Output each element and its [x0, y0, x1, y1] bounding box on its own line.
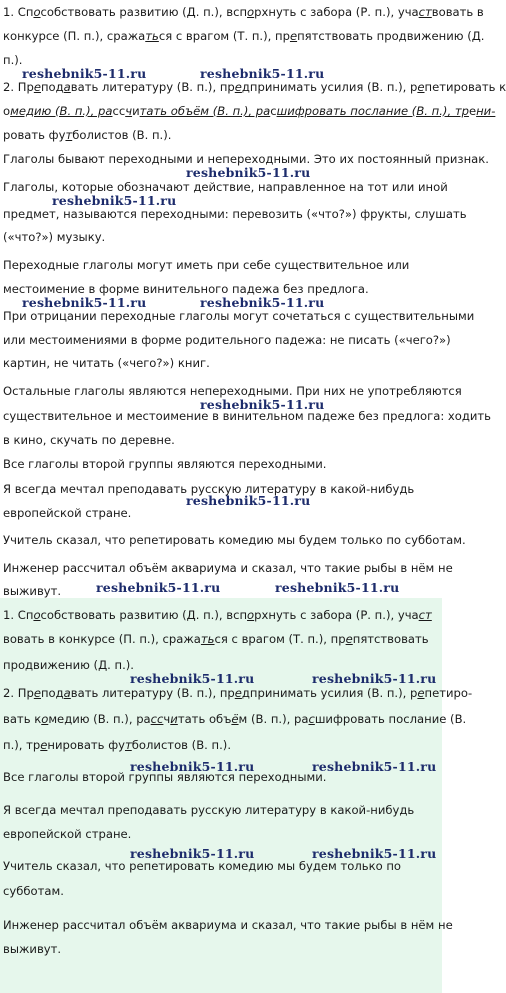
text-segment: ч	[163, 712, 171, 726]
text-line: выживут.	[3, 942, 62, 956]
watermark: reshebnik5-11.ru	[312, 759, 437, 774]
highlighted-letters: о	[33, 608, 41, 622]
highlighted-letters: тать объём (В. п.), ра	[139, 104, 271, 118]
highlighted-letters: т	[124, 738, 132, 752]
text-segment: вовать в	[431, 5, 484, 19]
text-segment: вать к	[3, 712, 42, 726]
text-segment: дпринимать усилия (В. п.), р	[241, 686, 418, 700]
highlighted-letters: ч	[125, 104, 133, 118]
text-segment: под	[40, 686, 64, 700]
text-segment: ровать фу	[3, 128, 66, 142]
text-segment: тать объ	[177, 712, 232, 726]
watermark: reshebnik5-11.ru	[186, 165, 311, 180]
watermark: reshebnik5-11.ru	[130, 671, 255, 686]
text-segment: рхнуть с забора (Р. п.), уча	[254, 5, 419, 19]
highlighted-letters: ть	[200, 632, 215, 646]
highlighted-letters: е	[289, 29, 298, 43]
text-segment: конкурсе (П. п.), сража	[3, 29, 146, 43]
text-line: картин, не читать («чего?») книг.	[3, 356, 210, 370]
watermark: reshebnik5-11.ru	[312, 671, 437, 686]
highlighted-letters: е	[345, 632, 353, 646]
text-line	[3, 29, 484, 43]
highlighted-letters: о	[247, 608, 255, 622]
text-segment: 2. Пр	[3, 686, 34, 700]
text-line: Инженер рассчитал объём аквариума и сказал, что такие рыбы в нём не	[3, 918, 453, 932]
text-segment: вать литературу (В. п.), пр	[70, 80, 235, 94]
text-line: Все глаголы второй группы являются переходными.	[3, 770, 327, 784]
highlighted-letters: о	[247, 5, 255, 19]
text-line: существительное и местоимение в винительном падеже без предлога: ходить	[3, 409, 492, 423]
highlighted-letters: е	[234, 80, 242, 94]
highlighted-letters: е	[417, 80, 425, 94]
text-line	[3, 53, 22, 67]
watermark: reshebnik5-11.ru	[130, 846, 255, 861]
text-line: субботам.	[3, 884, 64, 898]
text-line	[3, 80, 506, 94]
text-line: Глаголы, которые обозначают действие, направленное на тот или иной	[3, 180, 448, 194]
text-segment: болистов (В. п.).	[131, 738, 231, 752]
text-line: Глаголы бывают переходными и непереходными. Это их постоянный признак.	[3, 152, 489, 166]
text-line: или местоимениями в форме родительного падежа: не писать («чего?»)	[3, 333, 451, 347]
text-line: местоимение в форме винительного падежа без предлога.	[3, 282, 369, 296]
text-line	[3, 128, 171, 142]
watermark: reshebnik5-11.ru	[200, 295, 325, 310]
text-line	[3, 104, 495, 118]
watermark: reshebnik5-11.ru	[186, 493, 311, 508]
highlighted-letters: е	[40, 738, 48, 752]
text-segment: сс	[112, 104, 126, 118]
highlighted-letters: ст	[418, 5, 432, 19]
text-line	[3, 5, 484, 19]
text-segment: петировать к	[424, 80, 506, 94]
highlighted-letters: е	[33, 80, 41, 94]
text-line: выживут.	[3, 584, 62, 598]
text-segment: м (В. п.), ра	[238, 712, 309, 726]
text-line: Остальные глаголы являются непереходными. При них не употребляются	[3, 384, 462, 398]
text-segment: вовать в конкурсе (П. п.), сража	[3, 632, 201, 646]
text-segment: ся с врагом (Т. п.), пр	[158, 29, 290, 43]
text-line: Учитель сказал, что репетировать комедию мы будем только по	[3, 859, 402, 873]
text-segment: п.), тр	[3, 738, 41, 752]
text-line	[3, 658, 134, 672]
watermark: reshebnik5-11.ru	[96, 580, 221, 595]
watermark: reshebnik5-11.ru	[22, 295, 147, 310]
text-segment: собствовать развитию (Д. п.), всп	[40, 608, 248, 622]
highlighted-letters: ни-	[476, 104, 496, 118]
highlighted-letters: и	[170, 712, 178, 726]
text-segment: продвижению (Д. п.).	[3, 658, 134, 672]
text-line: Инженер рассчитал объём аквариума и сказал, что такие рыбы в нём не	[3, 561, 453, 575]
highlighted-letters: ё	[231, 712, 239, 726]
highlighted-letters: ст	[418, 608, 432, 622]
highlighted-letters: а	[63, 686, 71, 700]
text-segment: 2. Пр	[3, 80, 34, 94]
text-line: При отрицании переходные глаголы могут сочетаться с существительными	[3, 309, 475, 323]
highlighted-letters: с	[308, 712, 315, 726]
text-line: европейской стране.	[3, 827, 132, 841]
text-line: Учитель сказал, что репетировать комедию мы будем только по субботам.	[3, 533, 466, 547]
text-line: в кино, скучать по деревне.	[3, 433, 175, 447]
text-segment: собствовать развитию (Д. п.), всп	[40, 5, 248, 19]
text-segment: дпринимать усилия (В. п.), р	[241, 80, 418, 94]
text-segment: медию (В. п.), ра	[48, 712, 151, 726]
text-segment: рхнуть с забора (Р. п.), уча	[254, 608, 419, 622]
text-segment: е	[468, 104, 477, 118]
highlighted-letters: о	[41, 712, 49, 726]
text-line: Переходные глаголы могут иметь при себе существительное или	[3, 258, 410, 272]
text-segment: нировать фу	[47, 738, 125, 752]
text-line	[3, 632, 429, 646]
watermark: reshebnik5-11.ru	[22, 66, 147, 81]
highlighted-letters: е	[417, 686, 425, 700]
text-segment: 1. Сп	[3, 608, 34, 622]
highlighted-letters: ть	[145, 29, 159, 43]
text-segment: вать литературу (В. п.), пр	[70, 686, 235, 700]
text-line: («что?») музыку.	[3, 230, 106, 244]
text-line: предмет, называются переходными: перевозить («что?») фрукты, слушать	[3, 207, 467, 221]
text-line: Я всегда мечтал преподавать русскую литературу в какой-нибудь	[3, 482, 415, 496]
text-line	[3, 738, 231, 752]
text-segment: шифровать послание (В.	[314, 712, 467, 726]
watermark: reshebnik5-11.ru	[200, 397, 325, 412]
text-segment: под	[40, 80, 64, 94]
highlighted-letters: а	[63, 80, 71, 94]
watermark: reshebnik5-11.ru	[200, 66, 325, 81]
text-segment: с	[270, 104, 277, 118]
text-segment: п.).	[3, 53, 23, 67]
watermark: reshebnik5-11.ru	[52, 193, 177, 208]
watermark: reshebnik5-11.ru	[312, 846, 437, 861]
watermark: reshebnik5-11.ru	[130, 759, 255, 774]
text-segment: 1. Сп	[3, 5, 34, 19]
text-segment: о	[3, 104, 11, 118]
highlighted-letters: е	[33, 686, 41, 700]
text-segment: болистов (В. п.).	[72, 128, 172, 142]
highlighted-letters: медию (В. п.), ра	[10, 104, 113, 118]
text-segment: и	[132, 104, 140, 118]
text-line	[3, 712, 466, 726]
text-line	[3, 608, 432, 622]
highlighted-letters: т	[65, 128, 73, 142]
text-segment: петиро-	[424, 686, 473, 700]
text-line: Все глаголы второй группы являются переходными.	[3, 457, 327, 471]
highlighted-letters: шифровать послание (В. п.), тр	[276, 104, 469, 118]
text-line: европейской стране.	[3, 506, 132, 520]
highlighted-letters: сс	[150, 712, 164, 726]
highlighted-letters: о	[33, 5, 41, 19]
text-segment: пятствовать продвижению (Д.	[297, 29, 485, 43]
highlighted-letters: е	[234, 686, 242, 700]
watermark: reshebnik5-11.ru	[275, 580, 400, 595]
text-segment: ся с врагом (Т. п.), пр	[214, 632, 346, 646]
text-line	[3, 686, 472, 700]
text-segment: пятствовать	[352, 632, 429, 646]
text-line: Я всегда мечтал преподавать русскую литературу в какой-нибудь	[3, 803, 415, 817]
